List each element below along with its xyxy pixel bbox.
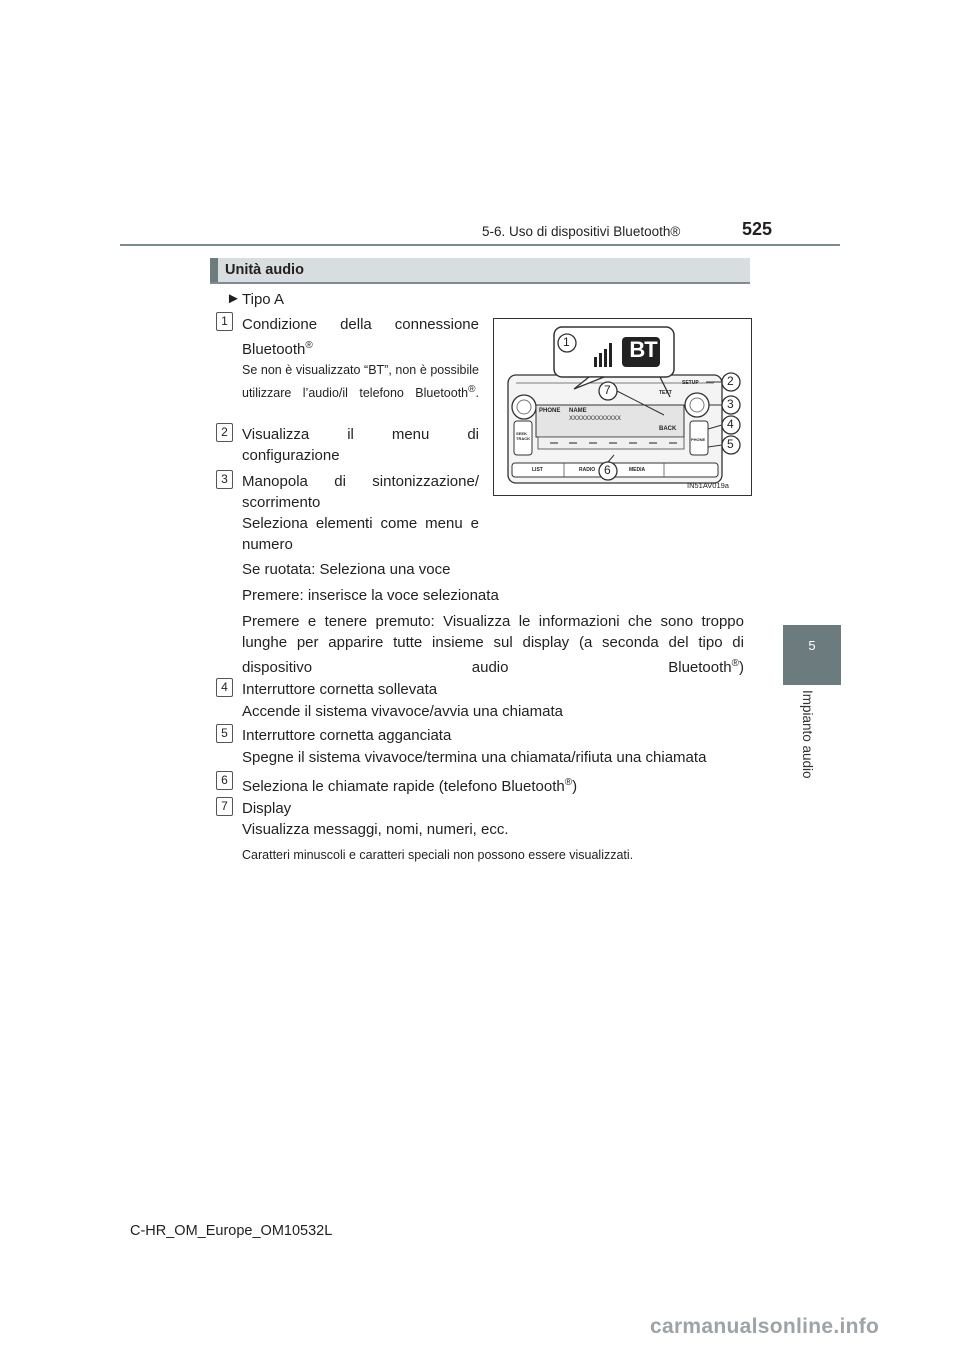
chapter-tab — [783, 625, 841, 685]
display-number: XXXXXXXXXXXXX — [569, 416, 622, 422]
item-1-title: Condizione della connessione Bluetooth® — [242, 316, 479, 358]
callout-6: 6 — [604, 463, 611, 477]
chapter-title: Impianto audio — [800, 690, 815, 779]
item-6-title: Seleziona le chiamate rapide (telefono Bluetooth®) — [242, 777, 578, 795]
section-header: 5-6. Uso di dispositivi Bluetooth® — [482, 224, 681, 239]
section-title: Unità audio — [225, 262, 304, 278]
callout-2: 2 — [727, 374, 734, 388]
type-arrow-icon: ► — [226, 290, 241, 307]
callout-1: 1 — [563, 335, 570, 349]
item-number-1: 1 — [216, 312, 233, 331]
watermark: carmanualsonline.info — [650, 1315, 880, 1338]
display-name: NAME — [569, 408, 587, 414]
audio-unit-figure — [493, 318, 752, 496]
item-5-title: Interruttore cornetta agganciata — [242, 727, 452, 744]
header-rule — [120, 244, 840, 246]
item-4-title: Interruttore cornetta sollevata — [242, 681, 438, 698]
figure-code: IN51AV019a — [687, 481, 729, 490]
display-back: BACK — [659, 426, 677, 432]
button-media: MEDIA — [629, 467, 646, 473]
item-7-title: Display — [242, 800, 292, 817]
item-number-6: 6 — [216, 771, 233, 790]
callout-4: 4 — [727, 417, 734, 431]
item-number-4: 4 — [216, 678, 233, 697]
item-4-desc: Accende il sistema vivavoce/avvia una chiamata — [242, 703, 563, 720]
document-code: C-HR_OM_Europe_OM10532L — [130, 1223, 333, 1239]
chapter-number: 5 — [808, 638, 816, 653]
page-number: 525 — [742, 219, 773, 239]
item-number-7: 7 — [216, 797, 233, 816]
item-5-desc: Spegne il sistema vivavoce/termina una chiamata/rifiuta una chiamata — [242, 749, 707, 766]
button-seek-track: SEEK TRACK — [516, 431, 530, 441]
item-number-5: 5 — [216, 724, 233, 743]
button-text: TEXT — [659, 390, 672, 396]
item-7-desc: Visualizza messaggi, nomi, numeri, ecc. — [242, 821, 509, 838]
button-list: LIST — [532, 467, 543, 473]
item-3-desc1: Seleziona elementi come menu e numero — [242, 515, 479, 553]
callout-3: 3 — [727, 397, 734, 411]
item-2-title: Visualizza il menu di configurazione — [242, 426, 479, 464]
button-phone: PHONE — [691, 437, 706, 442]
item-3-desc2: Se ruotata: Seleziona una voce — [242, 561, 451, 578]
item-number-2: 2 — [216, 423, 233, 442]
item-3-desc4: Premere e tenere premuto: Visualizza le informazioni che sono troppo lunghe per apparire tutte insieme sul display (a seconda del tipo di dispositivo audio Bluetooth®) — [242, 613, 744, 676]
callout-5: 5 — [727, 437, 734, 451]
item-3-desc3: Premere: inserisce la voce selezionata — [242, 587, 499, 604]
item-7-note: Caratteri minuscoli e caratteri speciali non possono essere visualizzati. — [242, 848, 634, 862]
bt-indicator: BT — [629, 337, 657, 362]
item-number-3: 3 — [216, 470, 233, 489]
item-1-note: Se non è visualizzato “BT”, non è possibile utilizzare l’audio/il telefono Bluetooth®. — [242, 363, 479, 401]
callout-7: 7 — [604, 383, 611, 397]
item-3-title: Manopola di sintonizzazione/ scorrimento — [242, 473, 479, 511]
section-title-bar — [210, 258, 218, 282]
button-radio: RADIO — [579, 467, 596, 473]
display-phone-label: PHONE — [539, 408, 561, 414]
type-label: Tipo A — [242, 291, 284, 308]
button-setup: SETUP — [682, 380, 699, 386]
